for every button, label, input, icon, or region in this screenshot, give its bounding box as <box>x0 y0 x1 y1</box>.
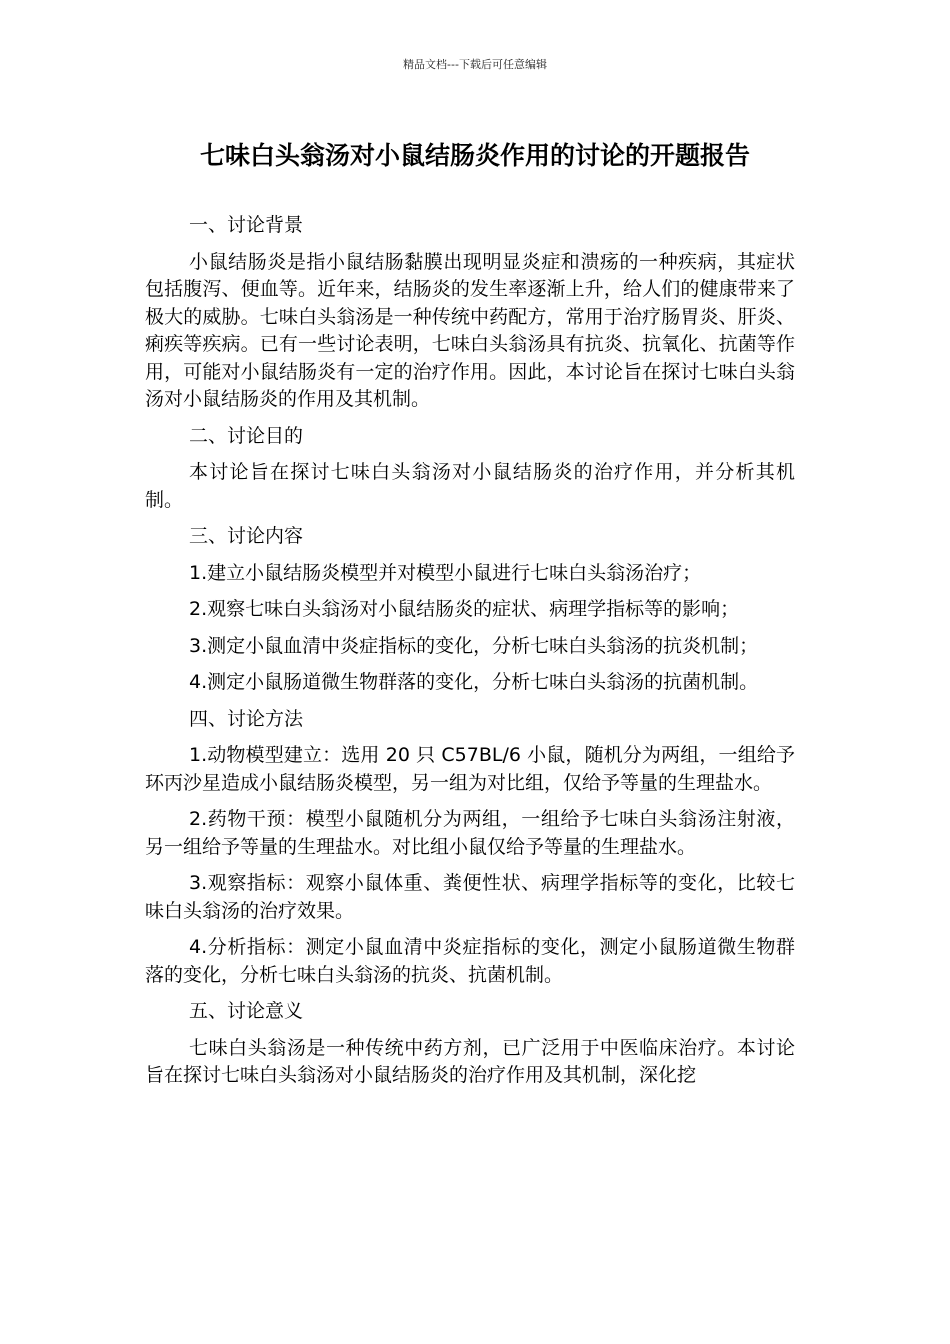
section-heading-methods: 四、讨论方法 <box>189 707 304 730</box>
content-item: 2.观察七味白头翁汤对小鼠结肠炎的症状、病理学指标等的影响； <box>189 598 740 620</box>
header-note: 精品文档---下载后可任意编辑 <box>403 58 547 71</box>
document-title: 七味白头翁汤对小鼠结肠炎作用的讨论的开题报告 <box>199 141 750 170</box>
content-item: 4.测定小鼠肠道微生物群落的变化，分析七味白头翁汤的抗菌机制。 <box>189 671 759 693</box>
method-item: 3.观察指标：观察小鼠体重、粪便性状、病理学指标等的变化，比较七味白头翁汤的治疗效果。 <box>145 872 795 922</box>
section-heading-significance: 五、讨论意义 <box>189 1000 304 1022</box>
purpose-paragraph: 本讨论旨在探讨七味白头翁汤对小鼠结肠炎的治疗作用，并分析其机制。 <box>145 461 795 511</box>
method-item: 2.药物干预：模型小鼠随机分为两组，一组给予七味白头翁汤注射液，另一组给予等量的生理盐水。对比组小鼠仅给予等量的生理盐水。 <box>145 808 795 858</box>
content-item: 3.测定小鼠血清中炎症指标的变化，分析七味白头翁汤的抗炎机制； <box>189 634 759 657</box>
background-paragraph: 小鼠结肠炎是指小鼠结肠黏膜出现明显炎症和溃疡的一种疾病，其症状包括腹泻、便血等。近年来，结肠炎的发生率逐渐上升，给人们的健康带来了极大的威胁。七味白头翁汤是一种传统中药配方，常用于治疗肠胃炎、肝炎、痢疾等疾病。已有一些讨论表明，七味白头翁汤具有抗炎、抗氧化、抗菌等作用，可能对小鼠结肠炎有一定的治疗作用。因此，本讨论旨在探讨七味白头翁汤对小鼠结肠炎的作用及其机制。 <box>145 250 795 410</box>
section-heading-background: 一、讨论背景 <box>189 214 304 236</box>
section-heading-content: 三、讨论内容 <box>189 525 304 547</box>
method-item: 1.动物模型建立：选用 20 只 C57BL/6 小鼠，随机分为两组，一组给予环丙沙星造成小鼠结肠炎模型，另一组为对比组，仅给予等量的生理盐水。 <box>145 744 795 794</box>
section-heading-purpose: 二、讨论目的 <box>189 424 304 447</box>
significance-paragraph: 七味白头翁汤是一种传统中药方剂，已广泛用于中医临床治疗。本讨论旨在探讨七味白头翁汤对小鼠结肠炎的治疗作用及其机制，深化挖 <box>145 1036 795 1086</box>
document-body <box>145 212 795 1099</box>
method-item: 4.分析指标：测定小鼠血清中炎症指标的变化，测定小鼠肠道微生物群落的变化，分析七味白头翁汤的抗炎、抗菌机制。 <box>145 936 795 986</box>
content-item: 1.建立小鼠结肠炎模型并对模型小鼠进行七味白头翁汤治疗； <box>189 561 702 584</box>
